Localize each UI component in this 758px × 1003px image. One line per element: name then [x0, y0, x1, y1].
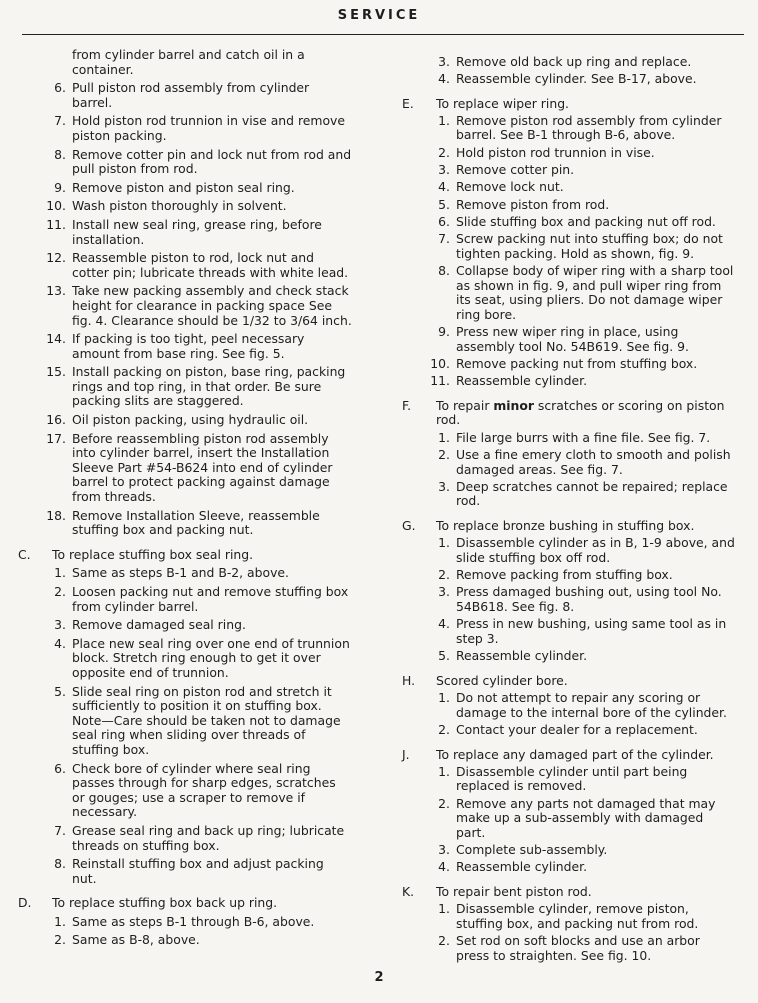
- step-text: Loosen packing nut and remove stuffing box from cylinder barrel.: [72, 584, 349, 614]
- step-text: Remove old back up ring and replace.: [456, 53, 692, 69]
- step-number: 8.: [438, 263, 450, 278]
- j-steps: [402, 765, 736, 875]
- step-item: [18, 218, 352, 247]
- step-item: [18, 685, 352, 758]
- step-text: Same as steps B-1 and B-2, above.: [72, 565, 289, 581]
- step-text: Same as steps B-1 through B-6, above.: [72, 913, 315, 929]
- step-item: [18, 181, 352, 196]
- g-steps: [402, 536, 736, 664]
- step-text: Remove cotter pin and lock nut from rod and pull piston from rod.: [72, 146, 352, 177]
- step-number: 2.: [54, 584, 66, 599]
- step-item: [402, 264, 736, 322]
- step-item: [402, 843, 736, 858]
- step-number: 14.: [46, 331, 66, 347]
- step-text: Check bore of cylinder where seal ring passes through for sharp edges, scratches or gouges; use a scraper to remove if necessary.: [72, 760, 336, 820]
- step-item: [18, 413, 352, 428]
- section-g-heading: G. To replace bronze bushing in stuffing box.: [402, 518, 695, 534]
- step-text: Disassemble cylinder, remove piston, stuffing box, and packing nut from rod.: [456, 901, 699, 931]
- section-c-heading: C. To replace stuffing box seal ring.: [18, 546, 254, 562]
- step-number: 7.: [54, 822, 66, 838]
- step-text: Remove lock nut.: [456, 179, 564, 195]
- step-text: If packing is too tight, peel necessary amount from base ring. See fig. 5.: [72, 331, 305, 361]
- step-number: 1.: [438, 901, 450, 917]
- step-number: 18.: [46, 507, 66, 523]
- step-item: [402, 431, 736, 446]
- step-number: 6.: [54, 80, 66, 96]
- step-item: [402, 536, 736, 565]
- step-item: [402, 765, 736, 794]
- step-item: [402, 55, 736, 70]
- right-column: [402, 52, 736, 963]
- step-number: 4.: [438, 179, 450, 195]
- step-item: [402, 585, 736, 614]
- step-text: Pull piston rod assembly from cylinder barrel.: [72, 80, 310, 110]
- step-item: [402, 114, 736, 143]
- step-number: 10.: [430, 355, 450, 371]
- step-number: 1.: [54, 565, 66, 581]
- step-text: Oil piston packing, using hydraulic oil.: [72, 412, 309, 428]
- step-text: Grease seal ring and back up ring; lubricate threads on stuffing box.: [72, 822, 345, 853]
- k-steps: [402, 902, 736, 963]
- step-text: Press in new bushing, using same tool as in step 3.: [456, 616, 727, 646]
- step-item: [18, 585, 352, 614]
- e-steps: [402, 114, 736, 389]
- step-item: [18, 114, 352, 143]
- step-item: [402, 215, 736, 230]
- step-text: Remove packing from stuffing box.: [456, 567, 673, 583]
- step-text: Same as B-8, above.: [72, 932, 200, 948]
- step-text: Reassemble cylinder.: [456, 648, 588, 664]
- step-text: Complete sub-assembly.: [456, 842, 608, 858]
- step-text: Reinstall stuffing box and adjust packing nut.: [72, 856, 324, 886]
- d-steps-continued: [402, 55, 736, 87]
- step-item: [18, 762, 352, 820]
- header-rule: [22, 34, 744, 35]
- section-f-heading: F. To repair minor scratches or scoring on piston rod.: [402, 397, 725, 428]
- step-item: [402, 691, 736, 720]
- step-item: [402, 374, 736, 389]
- step-item: [402, 617, 736, 646]
- step-item: [18, 933, 352, 948]
- step-number: 4.: [438, 70, 450, 86]
- step-text: Collapse body of wiper ring with a sharp tool as shown in fig. 9, and pull wiper ring from its seat, using pliers. Do not damage wiper ring bore.: [456, 263, 734, 322]
- step-item: [402, 232, 736, 261]
- step-number: 3.: [438, 162, 450, 177]
- step-number: 9.: [438, 324, 450, 340]
- step-number: 1.: [438, 112, 450, 128]
- step-number: 1.: [438, 535, 450, 551]
- step-text: Remove Installation Sleeve, reassemble stuffing box and packing nut.: [72, 507, 320, 538]
- step-text: Wash piston thoroughly in solvent.: [72, 198, 287, 214]
- step-item: [18, 915, 352, 930]
- step-number: 1.: [54, 913, 66, 929]
- step-item: [18, 618, 352, 633]
- step-item: [18, 432, 352, 505]
- step-text: Do not attempt to repair any scoring or damage to the internal bore of the cylinder.: [456, 690, 727, 720]
- step-number: 2.: [438, 446, 450, 462]
- step-text: Reassemble cylinder.: [456, 859, 588, 875]
- step-number: 11.: [46, 216, 66, 232]
- step-text: Press damaged bushing out, using tool No. 54B618. See fig. 8.: [456, 584, 722, 615]
- step-number: 5.: [438, 648, 450, 664]
- step-text: Remove any parts not damaged that may make up a sub-assembly with damaged part.: [456, 795, 716, 840]
- step-text: Before reassembling piston rod assembly into cylinder barrel, insert the Installation Sleeve Part #54-B624 into end of cylinder barrel to protect packing against damage from threads.: [72, 430, 333, 505]
- step-item: [402, 163, 736, 178]
- step-number: 3.: [54, 617, 66, 633]
- step-number: 11.: [430, 373, 450, 389]
- step-text: Reassemble cylinder. See B-17, above.: [456, 70, 697, 86]
- step-text: Hold piston rod trunnion in vise and remove piston packing.: [72, 113, 345, 143]
- step-text: Take new packing assembly and check stack height for clearance in packing space See fig. 4. Clearance should be 1/32 to 3/64 inch.: [72, 283, 352, 328]
- step-item: [402, 797, 736, 841]
- step-number: 3.: [438, 478, 450, 494]
- step-text: Remove damaged seal ring.: [72, 617, 246, 633]
- step-number: 2.: [438, 795, 450, 811]
- step-item: [402, 180, 736, 195]
- step-number: 2.: [438, 933, 450, 949]
- step-item: [18, 199, 352, 214]
- step-text: Install new seal ring, grease ring, before installation.: [72, 216, 322, 247]
- step-number: 2.: [438, 567, 450, 583]
- step-item: [18, 81, 352, 110]
- c-steps: [18, 566, 352, 886]
- step-item: [18, 566, 352, 581]
- step-text: Press new wiper ring in place, using assembly tool No. 54B619. See fig. 9.: [456, 324, 689, 354]
- step-text: Deep scratches cannot be repaired; replace rod.: [456, 478, 728, 509]
- step-item: [18, 148, 352, 177]
- step-number: 13.: [46, 283, 66, 299]
- step-text: Hold piston rod trunnion in vise.: [456, 144, 655, 160]
- step-item: [402, 860, 736, 875]
- step-item: [18, 637, 352, 681]
- step-text: Slide stuffing box and packing nut off rod.: [456, 213, 716, 229]
- step-text: Use a fine emery cloth to smooth and polish damaged areas. See fig. 7.: [456, 446, 731, 477]
- step-text: Screw packing nut into stuffing box; do not tighten packing. Hold as shown, fig. 9.: [456, 231, 723, 261]
- step-number: 3.: [438, 53, 450, 69]
- step-number: 9.: [54, 179, 66, 195]
- step-text: Disassemble cylinder as in B, 1-9 above, and slide stuffing box off rod.: [456, 535, 735, 565]
- step-number: 1.: [438, 690, 450, 706]
- step-number: 7.: [54, 113, 66, 129]
- step-text: File large burrs with a fine file. See fig. 7.: [456, 429, 711, 445]
- step-item: [402, 934, 736, 963]
- step-number: 2.: [438, 144, 450, 160]
- f-steps: [402, 431, 736, 509]
- step-text: Remove piston and piston seal ring.: [72, 179, 295, 195]
- page-header: SERVICE: [337, 8, 421, 23]
- step-number: 10.: [46, 198, 66, 214]
- step-text: Reassemble cylinder.: [456, 373, 588, 389]
- d-steps: [18, 915, 352, 948]
- step-item: [18, 365, 352, 409]
- step-number: 1.: [438, 763, 450, 779]
- step-number: 2.: [438, 721, 450, 737]
- step-item: [402, 568, 736, 583]
- step-number: 5.: [438, 196, 450, 212]
- continued-text: from cylinder barrel and catch oil in a container.: [72, 47, 305, 77]
- step-item: [18, 509, 352, 538]
- step-number: 4.: [54, 635, 66, 651]
- step-number: 15.: [46, 364, 66, 380]
- step-number: 2.: [54, 932, 66, 948]
- step-item: [402, 448, 736, 477]
- step-item: [402, 146, 736, 161]
- step-item: [402, 723, 736, 738]
- step-number: 17.: [46, 430, 66, 446]
- step-text: Remove cotter pin.: [456, 162, 575, 177]
- step-text: Disassemble cylinder until part being replaced is removed.: [456, 763, 688, 794]
- step-item: [18, 824, 352, 853]
- h-steps: [402, 691, 736, 737]
- step-number: 8.: [54, 146, 66, 162]
- step-item: [402, 480, 736, 509]
- step-text: Remove piston rod assembly from cylinder barrel. See B-1 through B-6, above.: [456, 112, 722, 143]
- step-item: [402, 325, 736, 354]
- step-number: 6.: [438, 213, 450, 229]
- step-number: 7.: [438, 231, 450, 247]
- step-text: Remove packing nut from stuffing box.: [456, 355, 698, 371]
- step-text: Place new seal ring over one end of trunnion block. Stretch ring enough to get it over opposite end of trunnion.: [72, 635, 350, 680]
- left-column: [18, 48, 352, 948]
- step-number: 16.: [46, 412, 66, 428]
- step-number: 4.: [438, 859, 450, 875]
- step-item: [18, 284, 352, 328]
- step-number: 8.: [54, 856, 66, 872]
- step-item: [18, 251, 352, 280]
- step-text: Remove piston from rod.: [456, 196, 610, 212]
- step-number: 6.: [54, 760, 66, 776]
- section-d-heading: D. To replace stuffing box back up ring.: [18, 895, 278, 911]
- step-item: [18, 332, 352, 361]
- b-steps: [18, 81, 352, 538]
- step-item: [402, 198, 736, 213]
- step-text: Reassemble piston to rod, lock nut and cotter pin; lubricate threads with white lead.: [72, 250, 349, 280]
- section-h-heading: H. Scored cylinder bore.: [402, 672, 568, 688]
- step-item: [402, 357, 736, 372]
- page-number: 2: [374, 970, 384, 985]
- step-text: Contact your dealer for a replacement.: [456, 721, 698, 737]
- section-j-heading: J. To replace any damaged part of the cylinder.: [402, 746, 714, 762]
- step-number: 12.: [46, 250, 66, 266]
- step-text: Set rod on soft blocks and use an arbor press to straighten. See fig. 10.: [456, 933, 700, 963]
- step-item: [402, 902, 736, 931]
- step-number: 5.: [54, 683, 66, 699]
- step-item: [402, 72, 736, 87]
- step-number: 3.: [438, 584, 450, 600]
- step-item: [18, 857, 352, 886]
- section-e-heading: E. To replace wiper ring.: [402, 95, 569, 111]
- step-item: [402, 649, 736, 664]
- step-text: Slide seal ring on piston rod and stretch it sufficiently to position it on stuffing box. Note—Care should be taken not to damage seal ring when sliding over threads of stuffing box.: [72, 683, 341, 757]
- step-text: Install packing on piston, base ring, packing rings and top ring, in that order. Be sure packing slits are staggered.: [72, 364, 346, 409]
- section-k-heading: K. To repair bent piston rod.: [402, 884, 592, 900]
- step-number: 1.: [438, 429, 450, 445]
- step-number: 3.: [438, 842, 450, 858]
- step-number: 4.: [438, 616, 450, 632]
